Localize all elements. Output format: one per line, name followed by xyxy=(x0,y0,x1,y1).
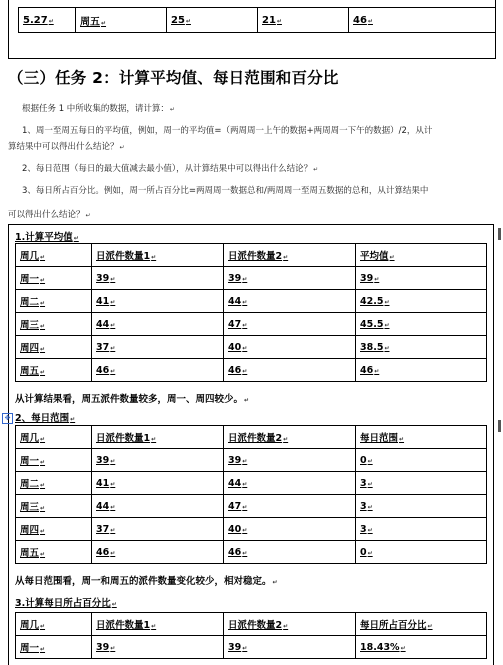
table-cell[interactable]: 39↵ xyxy=(356,267,487,290)
column-header: 日派件数量2↵ xyxy=(224,613,356,636)
daily-percentage-table xyxy=(15,612,487,659)
table-cell[interactable]: 42.5↵ xyxy=(356,290,487,313)
table-cell[interactable]: 25↵ xyxy=(167,8,258,33)
table-cell[interactable]: 周五↵ xyxy=(16,359,92,382)
column-header: 日派件数量2↵ xyxy=(224,426,356,449)
table-cell[interactable]: 38.5↵ xyxy=(356,336,487,359)
table-header-row xyxy=(16,613,487,636)
table-cell[interactable]: 41↵ xyxy=(92,472,224,495)
column-header: 日派件数量1↵ xyxy=(92,426,224,449)
table2-conclusion: 从每日范围看，周一和周五的派件数量变化较少，相对稳定。↵ xyxy=(15,576,278,587)
table-header-row xyxy=(16,244,487,267)
table-cell[interactable]: 周五↵ xyxy=(16,541,92,564)
table-cell[interactable]: 46↵ xyxy=(224,541,356,564)
table3-heading: 3.计算每日所占百分比↵ xyxy=(15,598,117,609)
column-header: 每日范围↵ xyxy=(356,426,487,449)
column-header: 周几↵ xyxy=(16,613,92,636)
table1-heading: 1.计算平均值↵ xyxy=(15,232,79,243)
table-cell[interactable]: 周一↵ xyxy=(16,636,92,659)
table-row xyxy=(16,313,487,336)
table-cell[interactable]: 37↵ xyxy=(92,336,224,359)
table-cell[interactable]: 44↵ xyxy=(92,495,224,518)
table-cell[interactable]: 47↵ xyxy=(224,313,356,336)
table-row xyxy=(19,8,496,33)
table-cell[interactable]: 39↵ xyxy=(92,449,224,472)
table-cell[interactable]: 周二↵ xyxy=(16,290,92,313)
table-row xyxy=(16,449,487,472)
table-cell[interactable]: 47↵ xyxy=(224,495,356,518)
column-header: 日派件数量1↵ xyxy=(92,244,224,267)
table-row xyxy=(16,636,487,659)
table-cell[interactable]: 46↵ xyxy=(349,8,496,33)
instruction-item-1-cont: 算结果中可以得出什么结论？↵ xyxy=(8,142,125,152)
table-cell[interactable]: 周一↵ xyxy=(16,267,92,290)
table-cell[interactable]: 5.27↵ xyxy=(19,8,76,33)
table-cell[interactable]: 46↵ xyxy=(92,359,224,382)
table-cell[interactable]: 周五↵ xyxy=(76,8,167,33)
table-cell[interactable]: 46↵ xyxy=(224,359,356,382)
table-cell[interactable]: 周四↵ xyxy=(16,336,92,359)
table-move-handle-icon[interactable]: ✥ xyxy=(2,413,13,424)
table-cell[interactable]: 44↵ xyxy=(92,313,224,336)
table-row xyxy=(16,267,487,290)
table-cell[interactable]: 37↵ xyxy=(92,518,224,541)
column-header: 平均值↵ xyxy=(356,244,487,267)
table-cell[interactable]: 39↵ xyxy=(224,449,356,472)
table2-heading: 2、每日范围↵ xyxy=(15,413,76,424)
table-cell[interactable]: 45.5↵ xyxy=(356,313,487,336)
table-cell[interactable]: 40↵ xyxy=(224,336,356,359)
table-cell[interactable]: 39↵ xyxy=(92,636,224,659)
table-row xyxy=(16,518,487,541)
section-title: （三）任务 2：计算平均值、每日范围和百分比 xyxy=(8,69,339,87)
table-cell[interactable]: 3↵ xyxy=(356,495,487,518)
average-table xyxy=(15,243,487,382)
table-row xyxy=(16,359,487,382)
table-row xyxy=(16,336,487,359)
instruction-item-2: 2、每日范围（每日的最大值减去最小值），从计算结果中可以得出什么结论？↵ xyxy=(22,164,319,174)
table-cell[interactable]: 周四↵ xyxy=(16,518,92,541)
table-cell[interactable]: 3↵ xyxy=(356,472,487,495)
table-row xyxy=(16,495,487,518)
instruction-item-3: 3、每日所占百分比。例如，周一所占百分比=两周周一数据总和/两周周一至周五数据的总和，从计算结果中 xyxy=(22,186,429,196)
table-cell[interactable]: 0↵ xyxy=(356,449,487,472)
instruction-item-3-cont: 可以得出什么结论？↵ xyxy=(8,210,91,220)
ruler-marker xyxy=(498,420,501,432)
table-header-row xyxy=(16,426,487,449)
column-header: 每日所占百分比↵ xyxy=(356,613,487,636)
table-cell[interactable]: 41↵ xyxy=(92,290,224,313)
table-row xyxy=(16,541,487,564)
instruction-item-1: 1、周一至周五每日的平均值，例如，周一的平均值=（两周周一上午的数据+两周周一下午的数据）/2，从计 xyxy=(22,126,433,136)
table-cell[interactable]: 周三↵ xyxy=(16,313,92,336)
ruler-marker xyxy=(498,228,501,240)
table-cell[interactable]: 46↵ xyxy=(92,541,224,564)
daily-range-table xyxy=(15,425,487,564)
table-cell[interactable]: 44↵ xyxy=(224,290,356,313)
table-row xyxy=(16,472,487,495)
table-cell[interactable]: 40↵ xyxy=(224,518,356,541)
table-cell[interactable]: 39↵ xyxy=(224,267,356,290)
table-cell[interactable]: 3↵ xyxy=(356,518,487,541)
top-partial-table xyxy=(18,7,496,33)
column-header: 周几↵ xyxy=(16,244,92,267)
table-cell[interactable]: 周一↵ xyxy=(16,449,92,472)
table-cell[interactable]: 46↵ xyxy=(356,359,487,382)
instruction-intro: 根据任务 1 中所收集的数据，请计算：↵ xyxy=(22,104,175,114)
table-cell[interactable]: 21↵ xyxy=(258,8,349,33)
table-row xyxy=(16,290,487,313)
column-header: 日派件数量2↵ xyxy=(224,244,356,267)
table-cell[interactable]: 0↵ xyxy=(356,541,487,564)
table-cell[interactable]: 周三↵ xyxy=(16,495,92,518)
table-cell[interactable]: 39↵ xyxy=(224,636,356,659)
table-cell[interactable]: 周二↵ xyxy=(16,472,92,495)
column-header: 周几↵ xyxy=(16,426,92,449)
table-cell[interactable]: 44↵ xyxy=(224,472,356,495)
table1-conclusion: 从计算结果看，周五派件数量较多，周一、周四较少。↵ xyxy=(15,394,250,405)
column-header: 日派件数量1↵ xyxy=(92,613,224,636)
table-cell[interactable]: 39↵ xyxy=(92,267,224,290)
table-cell[interactable]: 18.43%↵ xyxy=(356,636,487,659)
